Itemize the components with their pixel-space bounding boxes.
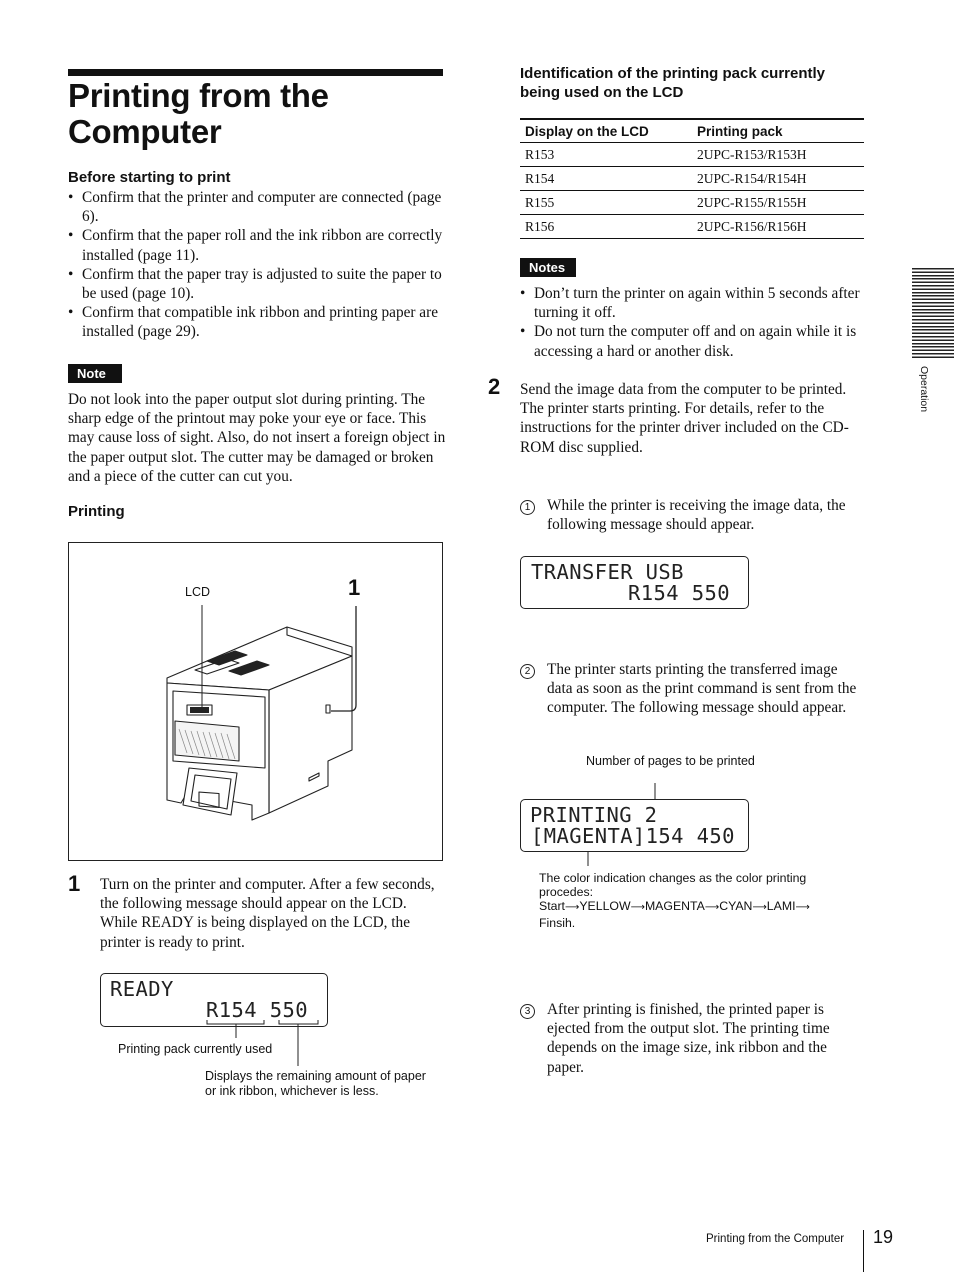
table-row <box>520 191 864 215</box>
column-header: Printing pack <box>692 119 864 143</box>
lcd-line-2: R154 550 <box>628 581 730 605</box>
lcd-printing-display <box>520 799 749 852</box>
section-tab-bars <box>912 268 954 360</box>
note-text: Do not look into the paper output slot during printing. The sharp edge of the printout may poke your eye or face. This may cause loss of sight. Also, do not insert a foreign object in the paper output slot. The cutter may be damaged or broken and a piece of the cutter can cut you. <box>68 391 446 485</box>
page-number: 19 <box>873 1227 894 1247</box>
caption-pack-used: Printing pack currently used <box>118 1042 273 1056</box>
lcd-transfer-display <box>520 556 749 609</box>
table-cell: 2UPC-R154/R154H <box>692 167 864 191</box>
table-row <box>520 215 864 239</box>
table-cell: 2UPC-R153/R153H <box>692 143 864 167</box>
table-cell: 2UPC-R156/R156H <box>692 215 864 239</box>
step-2-text: Send the image data from the computer to be printed. The printer starts printing. For details, refer to the instructions for the printer driver included on the CD-ROM disc supplied. <box>520 381 849 456</box>
column-header: Display on the LCD <box>520 119 692 143</box>
arrow-right-icon: ⟶ <box>704 902 720 914</box>
caption-pages: Number of pages to be printed <box>586 754 755 768</box>
list-item: • Confirm that the paper roll and the ink ribbon are correctly installed (page 11). <box>68 226 446 264</box>
caption-remaining: Displays the remaining amount of paper or ink ribbon, whichever is less. <box>205 1069 426 1098</box>
notes-badge: Notes <box>520 258 576 277</box>
sub-step-2-marker: 2 <box>520 661 535 679</box>
list-item: • Confirm that compatible ink ribbon and printing paper are installed (page 29). <box>68 303 446 341</box>
table-row <box>520 143 864 167</box>
arrow-right-icon: ⟶ <box>564 902 580 914</box>
color-step: MAGENTA <box>644 899 705 914</box>
figure-callout-1: 1 <box>348 575 361 600</box>
color-step: YELLOW <box>579 899 631 914</box>
step-2-number: 2 <box>488 374 501 399</box>
lcd-line-1: READY <box>110 977 174 1001</box>
arrow-right-icon: ⟶ <box>752 902 767 914</box>
sub-step-1-text: While the printer is receiving the image data, the following message should appear. <box>547 497 846 534</box>
printing-heading: Printing <box>68 503 125 520</box>
notes-list <box>520 284 865 361</box>
section-tab-label: Operation <box>918 366 930 413</box>
arrow-right-icon: ⟶ <box>630 902 645 914</box>
lcd-label: LCD <box>185 585 211 599</box>
caption-color-change <box>539 871 834 930</box>
sub-step-3-marker: 3 <box>520 1001 535 1019</box>
list-item: • Confirm that the printer and computer are connected (page 6). <box>68 188 446 226</box>
before-start-heading: Before starting to print <box>68 169 231 186</box>
list-item: • Do not turn the computer off and on again while it is accessing a hard or another disk. <box>520 322 865 360</box>
page-title: Printing from the Computer <box>68 77 329 150</box>
footer-section: Printing from the Computer <box>706 1233 845 1245</box>
lcd-line-1: PRINTING 2 <box>530 803 658 827</box>
list-item: • Confirm that the paper tray is adjusted to suite the paper to be used (page 10). <box>68 265 446 303</box>
table-cell: 2UPC-R155/R155H <box>692 191 864 215</box>
color-step: CYAN <box>719 899 753 914</box>
step-1-number: 1 <box>68 871 81 896</box>
note-badge: Note <box>68 364 122 383</box>
color-step: Start <box>539 899 565 914</box>
table-cell: R155 <box>520 191 692 215</box>
lcd-line-2: R154 550 <box>206 998 308 1022</box>
caption-color-intro: The color indication changes as the color printing procedes: <box>539 871 807 900</box>
identification-heading: Identification of the printing pack currently being used on the LCD <box>520 65 826 101</box>
table-row <box>520 167 864 191</box>
sub-step-1-marker: 1 <box>520 497 535 515</box>
arrow-right-icon: ⟶ <box>795 902 810 914</box>
table-cell: R156 <box>520 215 692 239</box>
color-step: LAMI <box>766 899 796 914</box>
lcd-line-2: [MAGENTA]154 450 <box>531 824 735 848</box>
sub-step-2-text: The printer starts printing the transferred image data as soon as the print command is sent from the computer. The following message should appear. <box>547 661 857 717</box>
pack-table <box>520 118 864 239</box>
sub-step-3-text: After printing is finished, the printed paper is ejected from the output slot. The printing time depends on the image size, ink ribbon and the paper. <box>547 1001 830 1076</box>
table-cell: R153 <box>520 143 692 167</box>
lcd-line-1: TRANSFER USB <box>531 560 684 584</box>
color-step-end: Finsih. <box>539 915 576 930</box>
step-1-text: Turn on the printer and computer. After a few seconds, the following message should appear on the LCD. While READY is being displayed on the LCD, the printer is ready to print. <box>100 876 435 951</box>
list-item: • Don’t turn the printer on again within 5 seconds after turning it off. <box>520 284 865 322</box>
footer-rule <box>863 1230 864 1272</box>
table-cell: R154 <box>520 167 692 191</box>
